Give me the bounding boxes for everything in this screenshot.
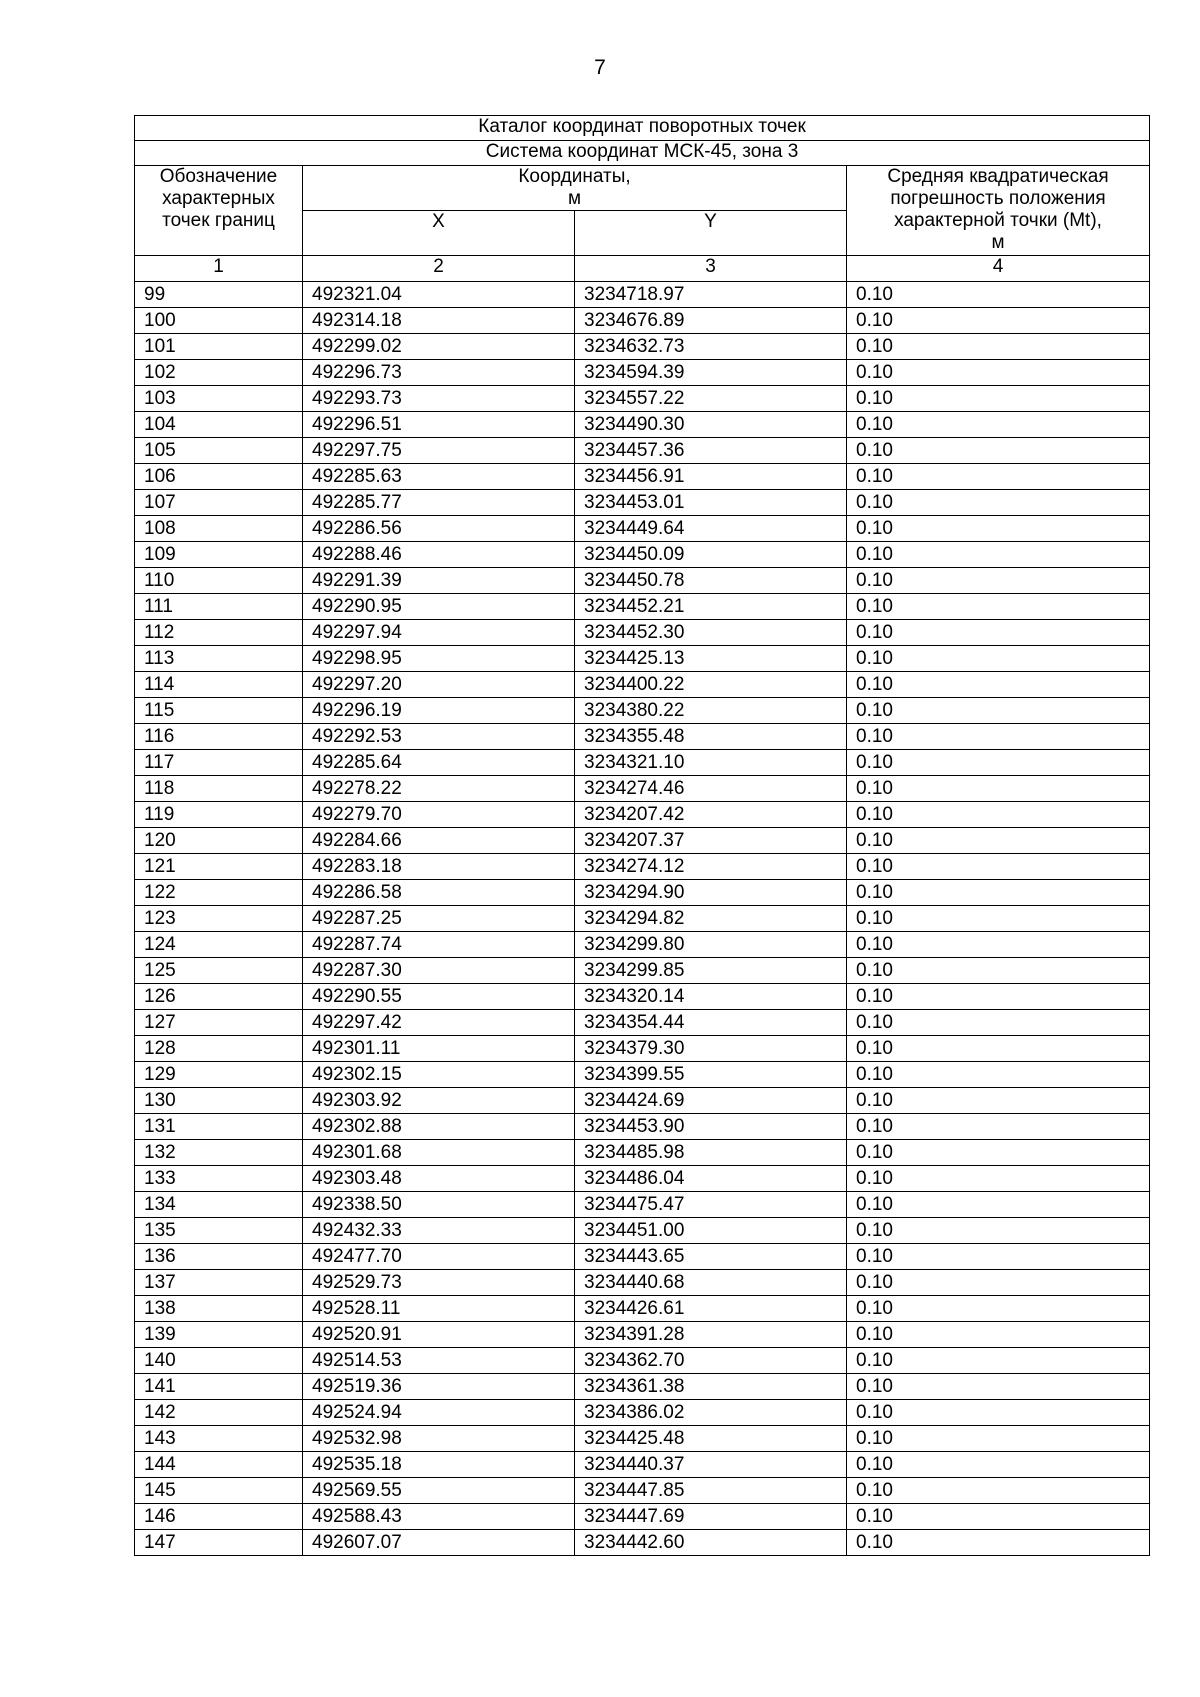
mt-error-cell: 0.10 (847, 568, 1150, 594)
point-id-cell: 117 (135, 750, 303, 776)
x-coordinate-cell: 492297.20 (303, 672, 575, 698)
x-coordinate-cell: 492477.70 (303, 1244, 575, 1270)
point-id-cell: 138 (135, 1296, 303, 1322)
mt-error-cell: 0.10 (847, 1088, 1150, 1114)
coordinates-catalog-table (134, 115, 1150, 1556)
table-row (135, 958, 1150, 984)
point-id-cell: 146 (135, 1504, 303, 1530)
x-coordinate-cell: 492297.42 (303, 1010, 575, 1036)
point-id-cell: 133 (135, 1166, 303, 1192)
y-coordinate-cell: 3234447.85 (575, 1478, 847, 1504)
header-x: X (303, 211, 575, 256)
x-coordinate-cell: 492285.64 (303, 750, 575, 776)
x-coordinate-cell: 492290.95 (303, 594, 575, 620)
point-id-cell: 123 (135, 906, 303, 932)
column-number: 3 (575, 256, 847, 282)
mt-error-cell: 0.10 (847, 282, 1150, 308)
mt-error-cell: 0.10 (847, 360, 1150, 386)
x-coordinate-cell: 492287.30 (303, 958, 575, 984)
table-row (135, 1010, 1150, 1036)
table-row (135, 698, 1150, 724)
point-id-cell: 102 (135, 360, 303, 386)
mt-error-cell: 0.10 (847, 1192, 1150, 1218)
table-row (135, 932, 1150, 958)
y-coordinate-cell: 3234450.09 (575, 542, 847, 568)
x-coordinate-cell: 492286.58 (303, 880, 575, 906)
y-coordinate-cell: 3234386.02 (575, 1400, 847, 1426)
x-coordinate-cell: 492283.18 (303, 854, 575, 880)
y-coordinate-cell: 3234425.48 (575, 1426, 847, 1452)
y-coordinate-cell: 3234475.47 (575, 1192, 847, 1218)
x-coordinate-cell: 492519.36 (303, 1374, 575, 1400)
y-coordinate-cell: 3234321.10 (575, 750, 847, 776)
mt-error-cell: 0.10 (847, 1114, 1150, 1140)
point-id-cell: 137 (135, 1270, 303, 1296)
point-id-cell: 129 (135, 1062, 303, 1088)
y-coordinate-cell: 3234485.98 (575, 1140, 847, 1166)
table-row (135, 464, 1150, 490)
table-row (135, 854, 1150, 880)
mt-error-cell: 0.10 (847, 1062, 1150, 1088)
point-id-cell: 104 (135, 412, 303, 438)
point-id-cell: 106 (135, 464, 303, 490)
x-coordinate-cell: 492338.50 (303, 1192, 575, 1218)
table-row (135, 776, 1150, 802)
table-row (135, 906, 1150, 932)
table-row (135, 880, 1150, 906)
y-coordinate-cell: 3234440.68 (575, 1270, 847, 1296)
y-coordinate-cell: 3234355.48 (575, 724, 847, 750)
table-row (135, 646, 1150, 672)
table-row (135, 1478, 1150, 1504)
point-id-cell: 116 (135, 724, 303, 750)
y-coordinate-cell: 3234207.37 (575, 828, 847, 854)
column-number: 1 (135, 256, 303, 282)
y-coordinate-cell: 3234718.97 (575, 282, 847, 308)
y-coordinate-cell: 3234594.39 (575, 360, 847, 386)
x-coordinate-cell: 492290.55 (303, 984, 575, 1010)
header-point-designation: Обозначение характерных точек границ (135, 166, 303, 256)
y-coordinate-cell: 3234447.69 (575, 1504, 847, 1530)
x-coordinate-cell: 492535.18 (303, 1452, 575, 1478)
y-coordinate-cell: 3234486.04 (575, 1166, 847, 1192)
mt-error-cell: 0.10 (847, 1504, 1150, 1530)
y-coordinate-cell: 3234354.44 (575, 1010, 847, 1036)
table-row (135, 672, 1150, 698)
x-coordinate-cell: 492432.33 (303, 1218, 575, 1244)
mt-error-cell: 0.10 (847, 932, 1150, 958)
table-row (135, 1348, 1150, 1374)
x-coordinate-cell: 492287.25 (303, 906, 575, 932)
table-row (135, 724, 1150, 750)
coordinate-system: Система координат МСК-45, зона 3 (135, 141, 1150, 166)
table-row (135, 620, 1150, 646)
table-row (135, 1322, 1150, 1348)
table-row (135, 750, 1150, 776)
point-id-cell: 115 (135, 698, 303, 724)
table-row (135, 1114, 1150, 1140)
point-id-cell: 141 (135, 1374, 303, 1400)
x-coordinate-cell: 492607.07 (303, 1530, 575, 1556)
y-coordinate-cell: 3234557.22 (575, 386, 847, 412)
table-row (135, 516, 1150, 542)
catalog-title: Каталог координат поворотных точек (135, 116, 1150, 141)
point-id-cell: 101 (135, 334, 303, 360)
x-coordinate-cell: 492296.19 (303, 698, 575, 724)
column-number: 4 (847, 256, 1150, 282)
mt-error-cell: 0.10 (847, 776, 1150, 802)
y-coordinate-cell: 3234453.90 (575, 1114, 847, 1140)
x-coordinate-cell: 492301.11 (303, 1036, 575, 1062)
mt-error-cell: 0.10 (847, 1010, 1150, 1036)
point-id-cell: 110 (135, 568, 303, 594)
point-id-cell: 139 (135, 1322, 303, 1348)
y-coordinate-cell: 3234299.85 (575, 958, 847, 984)
point-id-cell: 111 (135, 594, 303, 620)
point-id-cell: 118 (135, 776, 303, 802)
mt-error-cell: 0.10 (847, 1426, 1150, 1452)
mt-error-cell: 0.10 (847, 1478, 1150, 1504)
point-id-cell: 103 (135, 386, 303, 412)
y-coordinate-cell: 3234361.38 (575, 1374, 847, 1400)
table-row (135, 1218, 1150, 1244)
y-coordinate-cell: 3234456.91 (575, 464, 847, 490)
y-coordinate-cell: 3234274.12 (575, 854, 847, 880)
mt-error-cell: 0.10 (847, 1296, 1150, 1322)
x-coordinate-cell: 492569.55 (303, 1478, 575, 1504)
mt-error-cell: 0.10 (847, 1348, 1150, 1374)
table-row (135, 1296, 1150, 1322)
point-id-cell: 108 (135, 516, 303, 542)
y-coordinate-cell: 3234442.60 (575, 1530, 847, 1556)
point-id-cell: 109 (135, 542, 303, 568)
point-id-cell: 114 (135, 672, 303, 698)
x-coordinate-cell: 492588.43 (303, 1504, 575, 1530)
mt-error-cell: 0.10 (847, 1218, 1150, 1244)
y-coordinate-cell: 3234452.30 (575, 620, 847, 646)
mt-error-cell: 0.10 (847, 854, 1150, 880)
y-coordinate-cell: 3234299.80 (575, 932, 847, 958)
x-coordinate-cell: 492303.92 (303, 1088, 575, 1114)
mt-error-cell: 0.10 (847, 828, 1150, 854)
table-row (135, 282, 1150, 308)
y-coordinate-cell: 3234294.90 (575, 880, 847, 906)
point-id-cell: 125 (135, 958, 303, 984)
point-id-cell: 121 (135, 854, 303, 880)
mt-error-cell: 0.10 (847, 334, 1150, 360)
mt-error-cell: 0.10 (847, 1270, 1150, 1296)
y-coordinate-cell: 3234452.21 (575, 594, 847, 620)
y-coordinate-cell: 3234676.89 (575, 308, 847, 334)
mt-error-cell: 0.10 (847, 1140, 1150, 1166)
y-coordinate-cell: 3234424.69 (575, 1088, 847, 1114)
table-row (135, 1140, 1150, 1166)
table-row (135, 542, 1150, 568)
mt-error-cell: 0.10 (847, 1374, 1150, 1400)
point-id-cell: 128 (135, 1036, 303, 1062)
y-coordinate-cell: 3234449.64 (575, 516, 847, 542)
x-coordinate-cell: 492292.53 (303, 724, 575, 750)
y-coordinate-cell: 3234207.42 (575, 802, 847, 828)
x-coordinate-cell: 492278.22 (303, 776, 575, 802)
mt-error-cell: 0.10 (847, 1244, 1150, 1270)
point-id-cell: 100 (135, 308, 303, 334)
table-row (135, 334, 1150, 360)
point-id-cell: 136 (135, 1244, 303, 1270)
x-coordinate-cell: 492284.66 (303, 828, 575, 854)
header-coordinates: Координаты, м (303, 166, 847, 211)
y-coordinate-cell: 3234450.78 (575, 568, 847, 594)
point-id-cell: 113 (135, 646, 303, 672)
point-id-cell: 105 (135, 438, 303, 464)
table-row (135, 386, 1150, 412)
x-coordinate-cell: 492299.02 (303, 334, 575, 360)
table-row (135, 1062, 1150, 1088)
y-coordinate-cell: 3234425.13 (575, 646, 847, 672)
point-id-cell: 122 (135, 880, 303, 906)
table-row (135, 1452, 1150, 1478)
column-number: 2 (303, 256, 575, 282)
table-row (135, 412, 1150, 438)
table-row (135, 1504, 1150, 1530)
point-id-cell: 127 (135, 1010, 303, 1036)
mt-error-cell: 0.10 (847, 984, 1150, 1010)
mt-error-cell: 0.10 (847, 958, 1150, 984)
table-row (135, 568, 1150, 594)
table-row (135, 1166, 1150, 1192)
mt-error-cell: 0.10 (847, 672, 1150, 698)
mt-error-cell: 0.10 (847, 1400, 1150, 1426)
point-id-cell: 124 (135, 932, 303, 958)
point-id-cell: 134 (135, 1192, 303, 1218)
table-row (135, 1088, 1150, 1114)
x-coordinate-cell: 492285.63 (303, 464, 575, 490)
mt-error-cell: 0.10 (847, 438, 1150, 464)
table-row (135, 438, 1150, 464)
mt-error-cell: 0.10 (847, 594, 1150, 620)
point-id-cell: 145 (135, 1478, 303, 1504)
mt-error-cell: 0.10 (847, 1166, 1150, 1192)
y-coordinate-cell: 3234320.14 (575, 984, 847, 1010)
x-coordinate-cell: 492297.94 (303, 620, 575, 646)
mt-error-cell: 0.10 (847, 386, 1150, 412)
table-row (135, 594, 1150, 620)
table-row (135, 1270, 1150, 1296)
x-coordinate-cell: 492298.95 (303, 646, 575, 672)
table-row (135, 360, 1150, 386)
y-coordinate-cell: 3234490.30 (575, 412, 847, 438)
point-id-cell: 119 (135, 802, 303, 828)
mt-error-cell: 0.10 (847, 308, 1150, 334)
x-coordinate-cell: 492532.98 (303, 1426, 575, 1452)
x-coordinate-cell: 492321.04 (303, 282, 575, 308)
y-coordinate-cell: 3234379.30 (575, 1036, 847, 1062)
header-y: Y (575, 211, 847, 256)
y-coordinate-cell: 3234274.46 (575, 776, 847, 802)
y-coordinate-cell: 3234440.37 (575, 1452, 847, 1478)
table-row (135, 1244, 1150, 1270)
y-coordinate-cell: 3234400.22 (575, 672, 847, 698)
mt-error-cell: 0.10 (847, 906, 1150, 932)
mt-error-cell: 0.10 (847, 1530, 1150, 1556)
table-row (135, 1426, 1150, 1452)
y-coordinate-cell: 3234391.28 (575, 1322, 847, 1348)
y-coordinate-cell: 3234294.82 (575, 906, 847, 932)
point-id-cell: 107 (135, 490, 303, 516)
x-coordinate-cell: 492279.70 (303, 802, 575, 828)
mt-error-cell: 0.10 (847, 412, 1150, 438)
y-coordinate-cell: 3234632.73 (575, 334, 847, 360)
x-coordinate-cell: 492296.73 (303, 360, 575, 386)
point-id-cell: 144 (135, 1452, 303, 1478)
point-id-cell: 143 (135, 1426, 303, 1452)
mt-error-cell: 0.10 (847, 802, 1150, 828)
table-row (135, 984, 1150, 1010)
mt-error-cell: 0.10 (847, 646, 1150, 672)
x-coordinate-cell: 492291.39 (303, 568, 575, 594)
x-coordinate-cell: 492285.77 (303, 490, 575, 516)
point-id-cell: 120 (135, 828, 303, 854)
point-id-cell: 140 (135, 1348, 303, 1374)
mt-error-cell: 0.10 (847, 1322, 1150, 1348)
header-mean-square-error: Средняя квадратическая погрешность положения характерной точки (Mt), м (847, 166, 1150, 256)
page-number: 7 (594, 56, 606, 79)
point-id-cell: 132 (135, 1140, 303, 1166)
mt-error-cell: 0.10 (847, 620, 1150, 646)
table-row (135, 1400, 1150, 1426)
x-coordinate-cell: 492302.15 (303, 1062, 575, 1088)
table-row (135, 1192, 1150, 1218)
y-coordinate-cell: 3234453.01 (575, 490, 847, 516)
x-coordinate-cell: 492287.74 (303, 932, 575, 958)
y-coordinate-cell: 3234362.70 (575, 1348, 847, 1374)
mt-error-cell: 0.10 (847, 490, 1150, 516)
x-coordinate-cell: 492286.56 (303, 516, 575, 542)
mt-error-cell: 0.10 (847, 542, 1150, 568)
y-coordinate-cell: 3234443.65 (575, 1244, 847, 1270)
x-coordinate-cell: 492288.46 (303, 542, 575, 568)
mt-error-cell: 0.10 (847, 464, 1150, 490)
mt-error-cell: 0.10 (847, 880, 1150, 906)
point-id-cell: 142 (135, 1400, 303, 1426)
point-id-cell: 112 (135, 620, 303, 646)
x-coordinate-cell: 492293.73 (303, 386, 575, 412)
mt-error-cell: 0.10 (847, 1036, 1150, 1062)
x-coordinate-cell: 492520.91 (303, 1322, 575, 1348)
y-coordinate-cell: 3234399.55 (575, 1062, 847, 1088)
y-coordinate-cell: 3234426.61 (575, 1296, 847, 1322)
x-coordinate-cell: 492524.94 (303, 1400, 575, 1426)
x-coordinate-cell: 492514.53 (303, 1348, 575, 1374)
point-id-cell: 130 (135, 1088, 303, 1114)
mt-error-cell: 0.10 (847, 516, 1150, 542)
x-coordinate-cell: 492529.73 (303, 1270, 575, 1296)
point-id-cell: 135 (135, 1218, 303, 1244)
y-coordinate-cell: 3234380.22 (575, 698, 847, 724)
table-row (135, 308, 1150, 334)
table-row (135, 490, 1150, 516)
x-coordinate-cell: 492303.48 (303, 1166, 575, 1192)
x-coordinate-cell: 492301.68 (303, 1140, 575, 1166)
mt-error-cell: 0.10 (847, 1452, 1150, 1478)
point-id-cell: 99 (135, 282, 303, 308)
x-coordinate-cell: 492297.75 (303, 438, 575, 464)
y-coordinate-cell: 3234451.00 (575, 1218, 847, 1244)
point-id-cell: 126 (135, 984, 303, 1010)
x-coordinate-cell: 492528.11 (303, 1296, 575, 1322)
table-row (135, 1374, 1150, 1400)
point-id-cell: 147 (135, 1530, 303, 1556)
x-coordinate-cell: 492314.18 (303, 308, 575, 334)
mt-error-cell: 0.10 (847, 750, 1150, 776)
mt-error-cell: 0.10 (847, 724, 1150, 750)
x-coordinate-cell: 492302.88 (303, 1114, 575, 1140)
table-row (135, 1530, 1150, 1556)
table-row (135, 1036, 1150, 1062)
point-id-cell: 131 (135, 1114, 303, 1140)
table-row (135, 802, 1150, 828)
mt-error-cell: 0.10 (847, 698, 1150, 724)
table-row (135, 828, 1150, 854)
x-coordinate-cell: 492296.51 (303, 412, 575, 438)
y-coordinate-cell: 3234457.36 (575, 438, 847, 464)
